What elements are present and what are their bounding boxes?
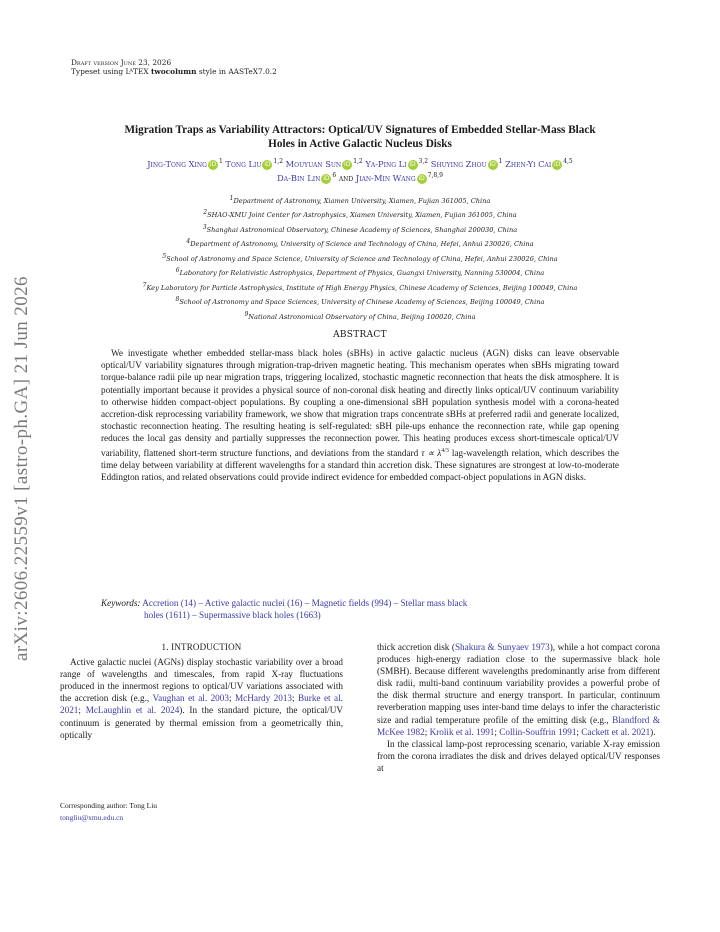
citation-link[interactable]: Cackett et al. 2021 xyxy=(581,726,651,737)
orcid-icon[interactable]: iD xyxy=(418,174,425,182)
affiliation: $^3$Shanghai Astronomical Observatory, Chinese Academy of Sciences, Shanghai 200030, China xyxy=(202,223,518,235)
typeset-line: Typeset using $L^ATEX$ twocolumn style in AASTeX7.0.2 xyxy=(71,67,277,76)
citation-link[interactable]: McLaughlin et al. 2024 xyxy=(85,705,180,716)
affiliation: $^6$Laboratory for Relativistic Astrophysics, Department of Physics, Guangxi University, Nanning 530004, China xyxy=(175,267,545,278)
author-link[interactable]: Ya-Ping Li xyxy=(365,158,407,169)
section-heading: 1. INTRODUCTION xyxy=(161,642,242,652)
citation-link[interactable]: Shakura & Sunyaev 1973 xyxy=(454,642,550,652)
citation-link[interactable]: Blandford & McKee 1982 xyxy=(377,714,660,737)
author-link[interactable]: Shuying Zhou xyxy=(430,158,487,169)
affiliation: $^4$Department of Astronomy, University of Science and Technology of China, Hefei, Anhui 230026, China xyxy=(186,238,534,249)
intro-paragraph-right: thick accretion disk (Shakura & Sunyaev 1973), while a hot compact corona produces high-energy radiation close to the supermassive black hole (SMBH). Because different wavelengths predominantly arise from different disk radii, multi-band continuum variability provides a powerful probe of the disk thermal structure and energy transport. In particular, continuum reverberation mapping uses inter-band time delays to infer the characteristic size and radial temperature profile of the emitting disk (e.g., Blandford & McKee 1982; Krolik et al. 1991; Collin-Souffrin 1991; Cackett et al. 2021). xyxy=(377,642,660,737)
email-link[interactable]: tongliu@xmu.edu.cn xyxy=(60,813,124,822)
author-link[interactable]: Jing-Tong Xing xyxy=(147,158,207,169)
keywords-link[interactable]: holes (1611) – Supermassive black holes (1663) xyxy=(144,610,321,621)
abstract-body: We investigate whether embedded stellar-mass black holes (sBHs) in active galactic nucleus (AGN) disks can leave observable optical/UV variability signatures through migration-trap-driven magnetic heating. This mechanism operates when sBHs migrating toward torque-balance radii pile up near migration traps, triggering localized, stochastic magnetic reconnection that heats the disk atmosphere. It is potentially important because it provides a physical source of non-coronal disk heating and directly links optical/UV continuum variability to otherwise hidden compact-object populations. By coupling a one-dimensional sBH population synthesis model with a corona-heated accretion-disk reprocessing variability framework, we show that migration traps concentrate sBHs at preferred radii and generate localized, stochastic reconnection heating. The resulting heating is self-regulated: sBH pile-ups enhance the reconnection rate, while gap opening reduces the local gas density and partially suppresses the reconnection power. This heating produces excess short-timescale optical/UV variability, flattened short-term structure functions, and deviations from the standard $\tau \propto \lambda^{4/3}$ lag-wavelength relation, which describes the time delay between variability at different wavelengths for a standard thin accretion disk. These signatures are strongest at low-to-moderate Eddington ratios, and related observations could provide indirect evidence for embedded compact-object populations in AGN disks. xyxy=(101,348,619,483)
paper-title: Migration Traps as Variability Attractors: Optical/UV Signatures of Embedded Stellar-Mass Black Holes in Active Galactic Nucleus Disks xyxy=(124,124,596,150)
citation-link[interactable]: Collin-Souffrin 1991 xyxy=(499,726,577,737)
authors-and: and xyxy=(338,172,354,183)
affiliation: $^2$SHAO-XMU Joint Center for Astrophysics, Xiamen University, Xiamen, Fujian 361005, China xyxy=(203,209,517,220)
orcid-icon[interactable]: iD xyxy=(209,160,217,168)
intro-paragraph-right-2: In the classical lamp-post reprocessing scenario, variable X-ray emission from the corona irradiates the disk and drives delayed optical/UV responses at xyxy=(377,738,660,773)
author-link[interactable]: Jian-Min Wang xyxy=(355,172,416,183)
citation-link[interactable]: McHardy 2013 xyxy=(234,693,293,704)
author-list: Jing-Tong Xing iD $^1$ Tong Liu iD $^{1,2}$ Mouyuan Sun iD $^{1,2}$ Ya-Ping Li iD $^{3,2}$ Shuying Zhou iD $^1$ Zhen-Yi Cai iD $^{4,5}$ Da-Bin Lin iD $^6$ and Jian-Min Wang iD $^{7,8,9}$ xyxy=(147,158,573,183)
left-column xyxy=(60,641,343,741)
orcid-icon[interactable]: iD xyxy=(323,174,330,182)
citation-link[interactable]: Vaughan et al. 2003 xyxy=(152,693,229,704)
affiliation-list xyxy=(60,193,660,323)
citation-link[interactable]: Krolik et al. 1991 xyxy=(429,726,495,737)
right-column xyxy=(377,641,660,774)
orcid-icon[interactable]: iD xyxy=(554,160,561,168)
arxiv-identifier: arXiv:2606.22559v1 [astro-ph.GA] 21 Jun 2026 xyxy=(11,276,32,661)
keywords-label: Keywords: xyxy=(101,598,141,608)
orcid-icon[interactable]: iD xyxy=(409,160,416,168)
draft-version: Draft version June 23, 2026 xyxy=(71,58,172,67)
affiliation: $^8$School of Astronomy and Space Sciences, University of Chinese Academy of Sciences, Beijing 100049, China xyxy=(175,296,545,307)
affiliation: $^5$School of Astronomy and Space Science, University of Science and Technology of China, Hefei, Anhui 230026, China xyxy=(162,252,558,264)
author-link[interactable]: Zhen-Yi Cai xyxy=(505,158,552,169)
orcid-icon[interactable]: iD xyxy=(264,160,271,168)
keywords xyxy=(101,597,619,621)
affiliation: $^7$Key Laboratory for Particle Astrophysics, Institute of High Energy Physics, Chinese Academy of Sciences, Beijing 100049, China xyxy=(142,281,578,293)
author-link[interactable]: Mouyuan Sun xyxy=(285,158,342,169)
citation-link[interactable]: Burke et al. 2021 xyxy=(60,693,343,716)
affiliation: $^1$Department of Astronomy, Xiamen University, Xiamen, Fujian 361005, China xyxy=(229,195,491,206)
orcid-icon[interactable]: iD xyxy=(489,160,496,168)
affiliation: $^9$National Astronomical Observatory of China, Beijing 100020, China xyxy=(244,310,476,322)
intro-paragraph-left: Active galactic nuclei (AGNs) display stochastic variability over a broad range of wavelengths and timescales, from rapid X-ray fluctuations produced in the innermost regions to optical/UV variations associated with the accretion disk (e.g., Vaughan et al. 2003; McHardy 2013; Burke et al. 2021; McLaughlin et al. 2024). In the standard picture, the optical/UV continuum is generated by thermal emission from a geometrically thin, optically xyxy=(60,657,343,740)
preprint-header xyxy=(71,58,277,76)
orcid-icon[interactable]: iD xyxy=(344,160,351,168)
keywords-link[interactable]: Accretion (14) – Active galactic nuclei (16) – Magnetic fields (994) – Stellar mass black xyxy=(142,598,468,608)
abstract-heading: ABSTRACT xyxy=(333,330,387,340)
corresponding-author: Corresponding author: Tong Liu tongliu@xmu.edu.cn xyxy=(60,801,158,822)
author-link[interactable]: Tong Liu xyxy=(225,158,262,169)
author-link[interactable]: Da-Bin Lin xyxy=(277,172,321,183)
